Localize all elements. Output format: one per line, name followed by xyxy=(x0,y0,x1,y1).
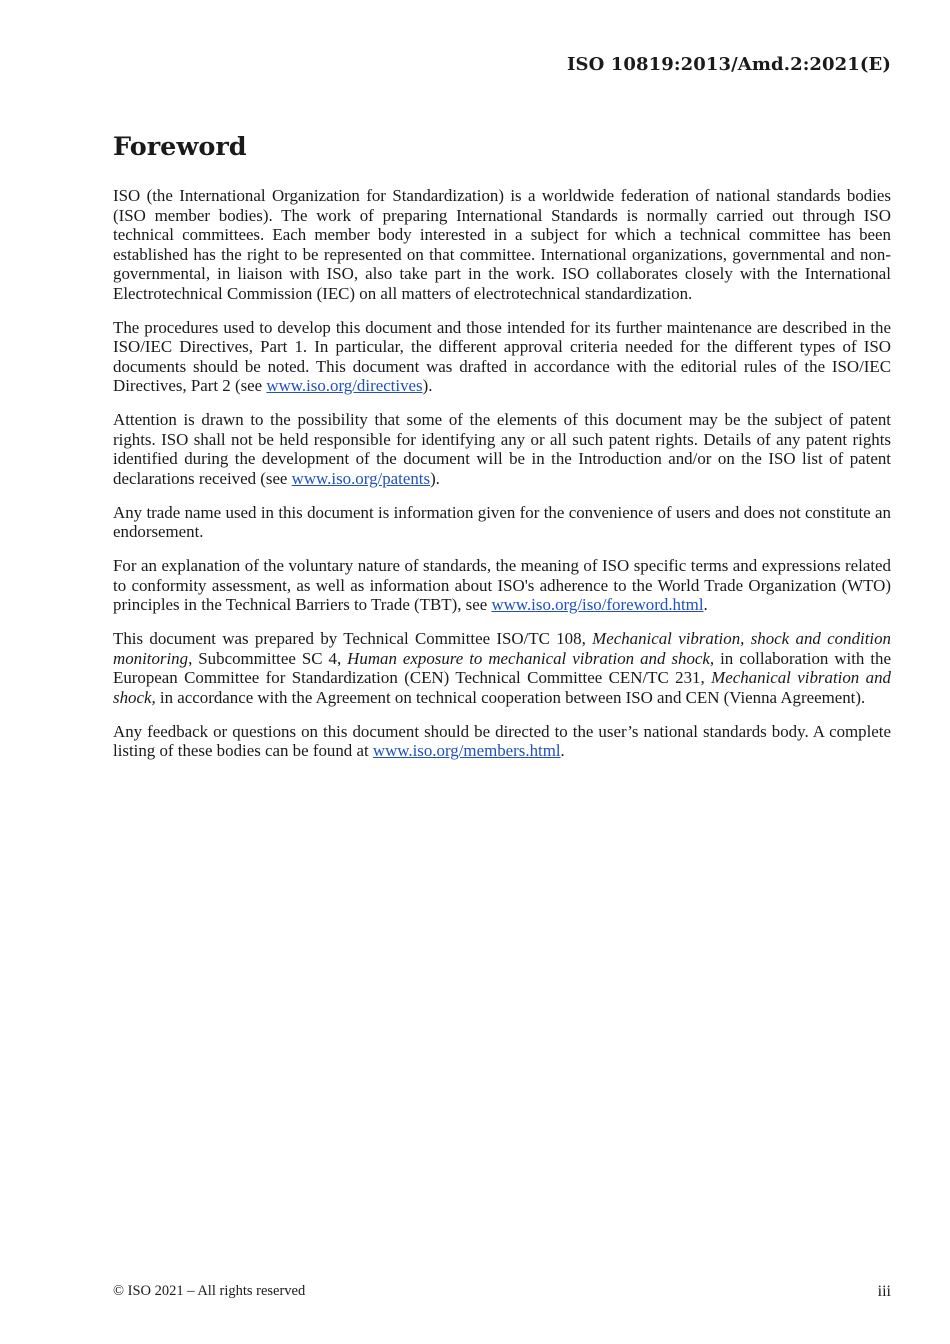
paragraph-text: This document was prepared by Technical Committee ISO/TC 108, xyxy=(113,629,593,648)
paragraph-text: in collaboration with the European Committee for Standardization (CEN) Technical Committee CEN/TC 231, xyxy=(113,648,891,687)
paragraph-text: ). xyxy=(422,376,433,395)
paragraph-feedback xyxy=(113,722,891,761)
document-id: ISO 10819:2013/Amd.2:2021(E) xyxy=(567,54,891,75)
cen-committee-title: Mechanical vibration and shock, xyxy=(113,668,891,707)
paragraph-voluntary-nature xyxy=(113,556,891,615)
paragraph-committee xyxy=(113,629,891,707)
paragraph-text: Any feedback or questions on this document should be directed to the user’s national standards body. A complete listing of these bodies can be found at xyxy=(113,721,891,760)
page-title: Foreword xyxy=(113,132,247,162)
subcommittee-title: Human exposure to mechanical vibration and shock, xyxy=(347,648,715,668)
paragraph-trade-name: Any trade name used in this document is information given for the convenience of users and does not constitute an endorsement. xyxy=(113,502,891,541)
paragraph-text: ). xyxy=(430,468,440,488)
members-link[interactable]: www.iso.org/members.html xyxy=(372,741,561,760)
paragraph-text: . xyxy=(560,741,565,760)
paragraph-text: . xyxy=(703,595,708,614)
paragraph-text: Attention is drawn to the possibility that some of the elements of this document may be the subject of patent rights. ISO shall not be held responsible for identifying any or all such patent rights. Details of any patent rights identified during the development of the document will be in the Introduction and/or on the ISO list of patent declarations received (see xyxy=(113,410,891,488)
foreword-link[interactable]: www.iso.org/iso/foreword.html xyxy=(491,595,704,614)
foreword-section xyxy=(113,128,891,775)
paragraph-text: , Subcommittee SC 4, xyxy=(188,648,348,668)
paragraph-text: For an explanation of the voluntary nature of standards, the meaning of ISO specific terms and expressions related to conformity assessment, as well as information about ISO's adherence to the World Trade Organization (WTO) principles in the Technical Barriers to Trade (TBT), see xyxy=(113,556,891,614)
committee-title: Mechanical vibration, shock and condition monitoring xyxy=(113,629,891,668)
paragraph-procedures xyxy=(113,318,891,396)
paragraph-text: in accordance with the Agreement on technical cooperation between ISO and CEN (Vienna Agreement). xyxy=(155,687,866,707)
paragraph-iso-intro: ISO (the International Organization for Standardization) is a worldwide federation of national standards bodies (ISO member bodies). The work of preparing International Standards is normally carried out through ISO technical committees. Each member body interested in a subject for which a technical committee has been established has the right to be represented on that committee. International organizations, governmental and non-governmental, in liaison with ISO, also take part in the work. ISO collaborates closely with the International Electrotechnical Commission (IEC) on all matters of electrotechnical standardization. xyxy=(113,186,891,303)
paragraph-patents xyxy=(113,410,891,488)
paragraph-text: The procedures used to develop this document and those intended for its further maintenance are described in the ISO/IEC Directives, Part 1. In particular, the different approval criteria needed for the different types of ISO documents should be noted. This document was drafted in accordance with the editorial rules of the ISO/IEC Directives, Part 2 (see xyxy=(113,317,891,395)
directives-link[interactable]: www.iso.org/directives xyxy=(266,376,423,395)
copyright-notice: © ISO 2021 – All rights reserved xyxy=(113,1283,306,1299)
page-number: iii xyxy=(877,1283,891,1300)
patents-link[interactable]: www.iso.org/patents xyxy=(291,468,431,488)
